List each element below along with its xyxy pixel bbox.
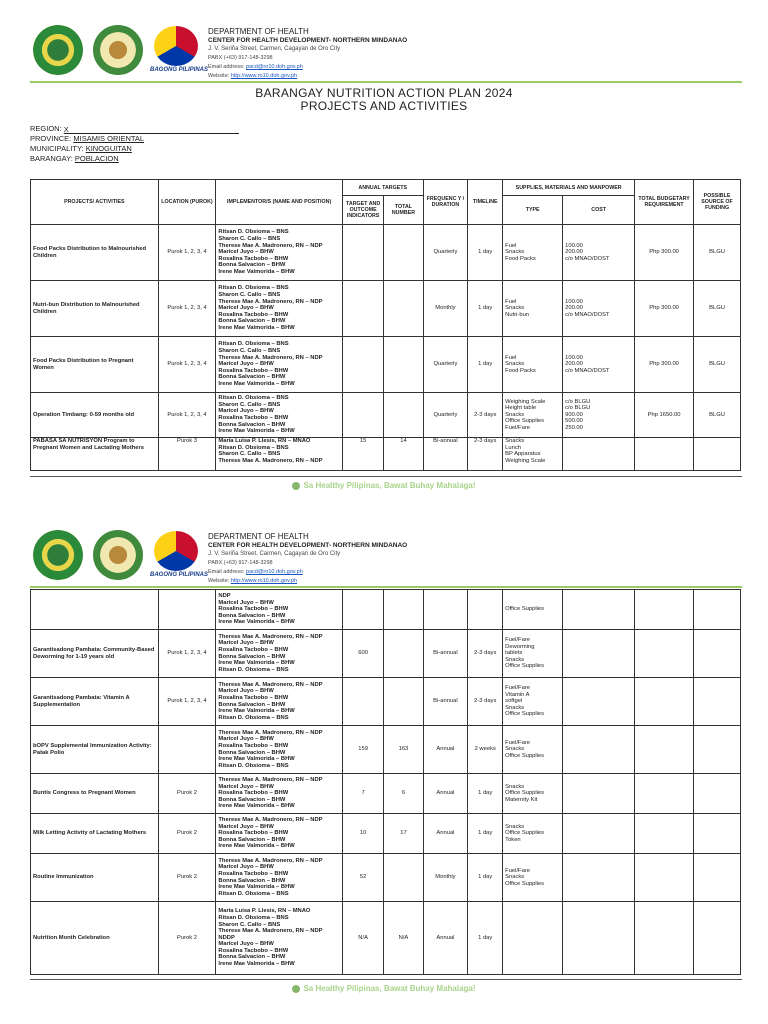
budget-cell: [635, 774, 694, 814]
type-cell: Fuel Snacks Nutri-bun: [503, 281, 563, 337]
target-cell: 159: [342, 726, 383, 774]
document-title: BARANGAY NUTRITION ACTION PLAN 2024: [255, 86, 513, 100]
timeline-cell: 2 weeks: [468, 726, 503, 774]
location-cell: Purok 1, 2, 3, 4: [158, 281, 216, 337]
total-cell: [384, 678, 423, 726]
cost-cell: [563, 590, 635, 630]
target-cell: N/A: [342, 902, 383, 975]
cost-cell: [563, 726, 635, 774]
table-row: [31, 814, 741, 854]
target-cell: 15: [342, 438, 383, 471]
target-cell: [342, 678, 383, 726]
total-cell: [384, 393, 423, 438]
col-timeline: TIMELINE: [468, 180, 503, 225]
letterhead-text: [208, 532, 407, 586]
target-cell: 7: [342, 774, 383, 814]
type-cell: Fuel Snacks Food Packs: [503, 225, 563, 281]
document-subtitle: PROJECTS AND ACTIVITIES: [300, 99, 468, 113]
frequency-cell: [423, 590, 468, 630]
timeline-cell: 2-3 days: [468, 678, 503, 726]
header-divider: [30, 81, 742, 83]
budget-cell: Php 1650.00: [635, 393, 694, 438]
implementors-cell: Ritsan D. Obsioma – BNS Sharon C. Callo – BNS Therese Mae A. Madronero, RN – NDP Maricel Juyo – BHW Rosalina Tacbobo – BHW Bonna Salvacion – BHW Irene Mae Valmorida – BHW: [216, 225, 343, 281]
cost-cell: [563, 902, 635, 975]
table-row: [31, 630, 741, 678]
cost-cell: 100.00 200.00 c/o MNAO/DOST: [563, 281, 635, 337]
globe-icon: [292, 482, 300, 490]
budget-cell: [635, 438, 694, 471]
pabx: PABX (+63) 917-148-3298: [208, 55, 273, 61]
source-cell: [694, 726, 741, 774]
type-cell: Fuel/Fare Vitamin A softgel Snacks Office Supplies: [503, 678, 563, 726]
target-cell: [342, 225, 383, 281]
website-link[interactable]: http://www.ro10.doh.gov.ph: [230, 578, 298, 584]
activity-cell: Milk Letting Activity of Lactating Mothers: [31, 814, 159, 854]
source-cell: BLGU: [694, 393, 741, 438]
source-cell: [694, 774, 741, 814]
type-cell: Snacks Office Supplies Token: [503, 814, 563, 854]
email-line: [208, 568, 407, 577]
location-cell: [158, 726, 216, 774]
implementors-cell: Maria Luisa P. Llesis, RN – MNAO Ritsan D. Obsioma – BNS Sharon C. Callo – BNS Therese Mae A. Madronero, RN – NDP NDDP Maricel Juyo – BHW Rosalina Tacbobo – BHW Bonna Salvacion – BHW Irene Mae Valmorida – BHW: [216, 902, 343, 975]
implementors-cell: Therese Mae A. Madronero, RN – NDP Maricel Juyo – BHW Rosalina Tacbobo – BHW Bonna Salvacion – BHW Irene Mae Valmorida – BHW Ritsan D. Obsioma – BNS: [216, 726, 343, 774]
source-cell: [694, 678, 741, 726]
source-cell: [694, 902, 741, 975]
website-label: Website:: [208, 73, 230, 79]
doh-seal-logo: [33, 25, 83, 75]
budget-cell: [635, 590, 694, 630]
website-line: [208, 577, 407, 586]
email-line: [208, 63, 407, 72]
col-supplies: SUPPLIES, MATERIALS AND MANPOWER: [503, 180, 635, 196]
budget-cell: [635, 854, 694, 902]
implementors-cell: Therese Mae A. Madronero, RN – NDP Maricel Juyo – BHW Rosalina Tacbobo – BHW Bonna Salvacion – BHW Irene Mae Valmorida – BHW: [216, 774, 343, 814]
target-cell: [342, 281, 383, 337]
cost-cell: [563, 438, 635, 471]
location-cell: Purok 2: [158, 774, 216, 814]
cost-cell: [563, 678, 635, 726]
budget-cell: [635, 814, 694, 854]
letterhead: [0, 505, 768, 585]
source-cell: [694, 438, 741, 471]
bagong-pilipinas-mark: [154, 531, 198, 571]
table-row: [31, 281, 741, 337]
doh-seal-logo: [33, 530, 83, 580]
col-type: TYPE: [503, 196, 563, 225]
cost-cell: 100.00 200.00 c/o MNAO/DOST: [563, 337, 635, 393]
type-cell: Fuel/Fare Snacks Office Supplies: [503, 726, 563, 774]
location-cell: Purok 3: [158, 438, 216, 471]
frequency-cell: Quarterly: [423, 225, 468, 281]
header-row-1: [31, 180, 741, 196]
footer-slogan: Sa Healthy Pilipinas, Bawat Buhay Mahalaga!: [0, 984, 768, 993]
implementors-cell: Ritsan D. Obsioma – BNS Sharon C. Callo – BNS Maricel Juyo – BHW Rosalina Tacbobo – BHW Bonna Salvacion – BHW Irene Mae Valmorida – BHW: [216, 393, 343, 438]
target-cell: 10: [342, 814, 383, 854]
address: J. V. Seriña Street, Carmen, Cagayan de Oro City: [208, 46, 341, 52]
province-value: MISAMIS ORIENTAL: [73, 134, 145, 143]
total-cell: [384, 590, 423, 630]
bagong-pilipinas-text: BAGONG PILIPINAS: [150, 67, 209, 73]
type-cell: Snacks Lunch BP Apparatus Weighing Scale: [503, 438, 563, 471]
website-label: Website:: [208, 578, 230, 584]
target-cell: [342, 337, 383, 393]
footer-divider: [30, 979, 742, 980]
activity-cell: bOPV Supplemental Immunization Activity: Patak Polio: [31, 726, 159, 774]
frequency-cell: Annual: [423, 902, 468, 975]
col-total-number: TOTAL NUMBER: [384, 196, 423, 225]
type-cell: Fuel/Fare Snacks Office Supplies: [503, 854, 563, 902]
total-cell: [384, 225, 423, 281]
location-cell: Purok 1, 2, 3, 4: [158, 630, 216, 678]
table-row: [31, 726, 741, 774]
timeline-cell: 1 day: [468, 854, 503, 902]
frequency-cell: Quarterly: [423, 337, 468, 393]
col-location: LOCATION (PUROK): [158, 180, 216, 225]
total-cell: 14: [384, 438, 423, 471]
budget-cell: [635, 678, 694, 726]
implementors-cell: Ritsan D. Obsioma – BNS Sharon C. Callo – BNS Therese Mae A. Madronero, RN – NDP Maricel Juyo – BHW Rosalina Tacbobo – BHW Bonna Salvacion – BHW Irene Mae Valmorida – BHW: [216, 281, 343, 337]
col-target-indicators: TARGET AND OUTCOME INDICATORS: [342, 196, 383, 225]
activity-cell: Garantisadong Pambata: Vitamin A Supplementation: [31, 678, 159, 726]
timeline-cell: 1 day: [468, 814, 503, 854]
timeline-cell: [468, 590, 503, 630]
chd-seal-logo: [93, 530, 143, 580]
total-cell: 163: [384, 726, 423, 774]
source-cell: [694, 590, 741, 630]
timeline-cell: 1 day: [468, 225, 503, 281]
document-page-2: [0, 505, 768, 1024]
source-cell: BLGU: [694, 225, 741, 281]
budget-cell: [635, 630, 694, 678]
table-row: [31, 590, 741, 630]
type-cell: Weighing Scale Height table Snacks Office Supplies Fuel/Fare: [503, 393, 563, 438]
action-plan-table-continued: [30, 589, 741, 975]
target-cell: 600: [342, 630, 383, 678]
address: J. V. Seriña Street, Carmen, Cagayan de Oro City: [208, 551, 341, 557]
timeline-cell: 2-3 days: [468, 630, 503, 678]
location-cell: Purok 1, 2, 3, 4: [158, 337, 216, 393]
cost-cell: [563, 630, 635, 678]
bagong-pilipinas-mark: [154, 26, 198, 66]
cost-cell: [563, 774, 635, 814]
col-activities: PROJECTS/ ACTIVITIES: [31, 180, 159, 225]
timeline-cell: 1 day: [468, 281, 503, 337]
table-row: [31, 854, 741, 902]
budget-cell: Php 300.00: [635, 225, 694, 281]
activity-cell: Food Packs Distribution to Pregnant Women: [31, 337, 159, 393]
dept-name: DEPARTMENT OF HEALTH: [208, 27, 309, 36]
location-cell: Purok 1, 2, 3, 4: [158, 678, 216, 726]
implementors-cell: Therese Mae A. Madronero, RN – NDP Maricel Juyo – BHW Rosalina Tacbobo – BHW Bonna Salvacion – BHW Irene Mae Valmorida – BHW: [216, 814, 343, 854]
letterhead-text: [208, 27, 407, 81]
cost-cell: [563, 814, 635, 854]
frequency-cell: Annual: [423, 814, 468, 854]
table-row: [31, 225, 741, 281]
total-cell: [384, 854, 423, 902]
action-plan-table: [30, 179, 741, 471]
type-cell: Snacks Office Supplies Maternity Kit: [503, 774, 563, 814]
region-field: REGION: X: [30, 124, 239, 134]
col-frequency: FREQUENC Y / DURATION: [423, 180, 468, 225]
header-divider: [30, 586, 742, 588]
cost-cell: 100.00 200.00 c/o MNAO/DOST: [563, 225, 635, 281]
activity-cell: Routine Immunization: [31, 854, 159, 902]
implementors-cell: Therese Mae A. Madronero, RN – NDP Maricel Juyo – BHW Rosalina Tacbobo – BHW Bonna Salvacion – BHW Irene Mae Valmorida – BHW Ritsan D. Obsioma – BNS: [216, 630, 343, 678]
total-cell: 17: [384, 814, 423, 854]
barangay-value: POBLACION: [74, 154, 119, 163]
frequency-cell: Quarterly: [423, 393, 468, 438]
cost-cell: [563, 854, 635, 902]
source-cell: [694, 854, 741, 902]
implementors-cell: Maria Luisa P. Llesis, RN – MNAO Ritsan D. Obsioma – BNS Sharon C. Callo – BNS Therese Mae A. Madronero, RN – NDP: [216, 438, 343, 471]
table-row: [31, 438, 741, 471]
source-cell: BLGU: [694, 337, 741, 393]
source-cell: BLGU: [694, 281, 741, 337]
bagong-pilipinas-logo: [150, 527, 209, 585]
total-cell: 6: [384, 774, 423, 814]
email-link[interactable]: pacd@ro10.doh.gov.ph: [245, 569, 303, 575]
center-name: CENTER FOR HEALTH DEVELOPMENT- NORTHERN MINDANAO: [208, 542, 408, 549]
region-value: X: [63, 125, 69, 134]
pabx: PABX (+63) 917-148-3298: [208, 560, 273, 566]
col-cost: COST: [563, 196, 635, 225]
activity-cell: Nutri-bun Distribution to Malnourished Children: [31, 281, 159, 337]
location-fields: [30, 124, 239, 164]
activity-cell: Food Packs Distribution to Malnourished Children: [31, 225, 159, 281]
col-source: POSSIBLE SOURCE OF FUNDING: [694, 180, 741, 225]
budget-cell: Php 300.00: [635, 337, 694, 393]
table-row: [31, 393, 741, 438]
table-row: [31, 902, 741, 975]
activity-cell: PABASA SA NUTRISYON Program to Pregnant Women and Lactating Mothers: [31, 438, 159, 471]
budget-cell: [635, 902, 694, 975]
location-cell: Purok 2: [158, 902, 216, 975]
total-cell: [384, 337, 423, 393]
dept-name: DEPARTMENT OF HEALTH: [208, 532, 309, 541]
timeline-cell: 1 day: [468, 337, 503, 393]
province-field: PROVINCE: MISAMIS ORIENTAL: [30, 134, 145, 143]
timeline-cell: 1 day: [468, 902, 503, 975]
activity-cell: Buntis Congress to Pregnant Women: [31, 774, 159, 814]
location-cell: [158, 590, 216, 630]
frequency-cell: Annual: [423, 774, 468, 814]
target-cell: [342, 590, 383, 630]
type-cell: Fuel Snacks Food Packs: [503, 337, 563, 393]
frequency-cell: Bi-annual: [423, 678, 468, 726]
municipality-field: MUNICIPALITY: KINOGUITAN: [30, 144, 132, 153]
website-line: [208, 72, 407, 81]
location-cell: Purok 1, 2, 3, 4: [158, 225, 216, 281]
implementors-cell: NDP Maricel Juyo – BHW Rosalina Tacbobo – BHW Bonna Salvacion – BHW Irene Mae Valmorida – BHW: [216, 590, 343, 630]
email-label: Email address:: [208, 64, 245, 70]
col-budget: TOTAL BUDGETARY REQUIREMENT: [635, 180, 694, 225]
frequency-cell: Annual: [423, 726, 468, 774]
cost-cell: c/o BLGU c/o BLGU 900.00 500.00 250.00: [563, 393, 635, 438]
activity-cell: Garantisadong Pambata: Community-Based Deworming for 1-19 years old: [31, 630, 159, 678]
implementors-cell: Therese Mae A. Madronero, RN – NDP Maricel Juyo – BHW Rosalina Tacbobo – BHW Bonna Salvacion – BHW Irene Mae Valmorida – BHW Ritsan D. Obsioma – BNS: [216, 678, 343, 726]
footer-slogan: Sa Healthy Pilipinas, Bawat Buhay Mahalaga!: [0, 481, 768, 490]
frequency-cell: Bi-annual: [423, 438, 468, 471]
letterhead: [0, 0, 768, 80]
source-cell: [694, 630, 741, 678]
website-link[interactable]: http://www.ro10.doh.gov.ph: [230, 73, 298, 79]
activity-cell: Nutrition Month Celebration: [31, 902, 159, 975]
activity-cell: Operation Timbang: 0-59 months old: [31, 393, 159, 438]
table-row: [31, 774, 741, 814]
timeline-cell: 1 day: [468, 774, 503, 814]
table-row: [31, 337, 741, 393]
location-cell: Purok 1, 2, 3, 4: [158, 393, 216, 438]
activity-cell: [31, 590, 159, 630]
implementors-cell: Ritsan D. Obsioma – BNS Sharon C. Callo – BNS Therese Mae A. Madronero, RN – NDP Maricel Juyo – BHW Rosalina Tacbobo – BHW Bonna Salvacion – BHW Irene Mae Valmorida – BHW: [216, 337, 343, 393]
total-cell: [384, 281, 423, 337]
frequency-cell: Monthly: [423, 854, 468, 902]
footer-divider: [30, 476, 742, 477]
type-cell: Fuel/Fare Deworming tablets Snacks Office Supplies: [503, 630, 563, 678]
globe-icon: [292, 985, 300, 993]
location-cell: Purok 2: [158, 854, 216, 902]
document-page-1: [0, 0, 768, 500]
total-cell: [384, 630, 423, 678]
type-cell: [503, 902, 563, 975]
col-annual-targets: ANNUAL TARGETS: [342, 180, 423, 196]
type-cell: Office Supplies: [503, 590, 563, 630]
budget-cell: Php 300.00: [635, 281, 694, 337]
timeline-cell: 2-3 days: [468, 393, 503, 438]
source-cell: [694, 814, 741, 854]
frequency-cell: Monthly: [423, 281, 468, 337]
timeline-cell: 2-3 days: [468, 438, 503, 471]
email-label: Email address:: [208, 569, 245, 575]
target-cell: [342, 393, 383, 438]
chd-seal-logo: [93, 25, 143, 75]
table-row: [31, 678, 741, 726]
bagong-pilipinas-logo: [150, 22, 209, 80]
total-cell: N/A: [384, 902, 423, 975]
frequency-cell: Bi-annual: [423, 630, 468, 678]
center-name: CENTER FOR HEALTH DEVELOPMENT- NORTHERN MINDANAO: [208, 37, 408, 44]
location-cell: Purok 2: [158, 814, 216, 854]
budget-cell: [635, 726, 694, 774]
target-cell: 52: [342, 854, 383, 902]
email-link[interactable]: pacd@ro10.doh.gov.ph: [245, 64, 303, 70]
bagong-pilipinas-text: BAGONG PILIPINAS: [150, 572, 209, 578]
col-implementors: IMPLEMENTOR/S (NAME AND POSITION): [216, 180, 343, 225]
barangay-field: BARANGAY: POBLACION: [30, 154, 119, 163]
municipality-value: KINOGUITAN: [85, 144, 132, 153]
implementors-cell: Therese Mae A. Madronero, RN – NDP Maricel Juyo – BHW Rosalina Tacbobo – BHW Bonna Salvacion – BHW Irene Mae Valmorida – BHW Ritsan D. Obsioma – BNS: [216, 854, 343, 902]
